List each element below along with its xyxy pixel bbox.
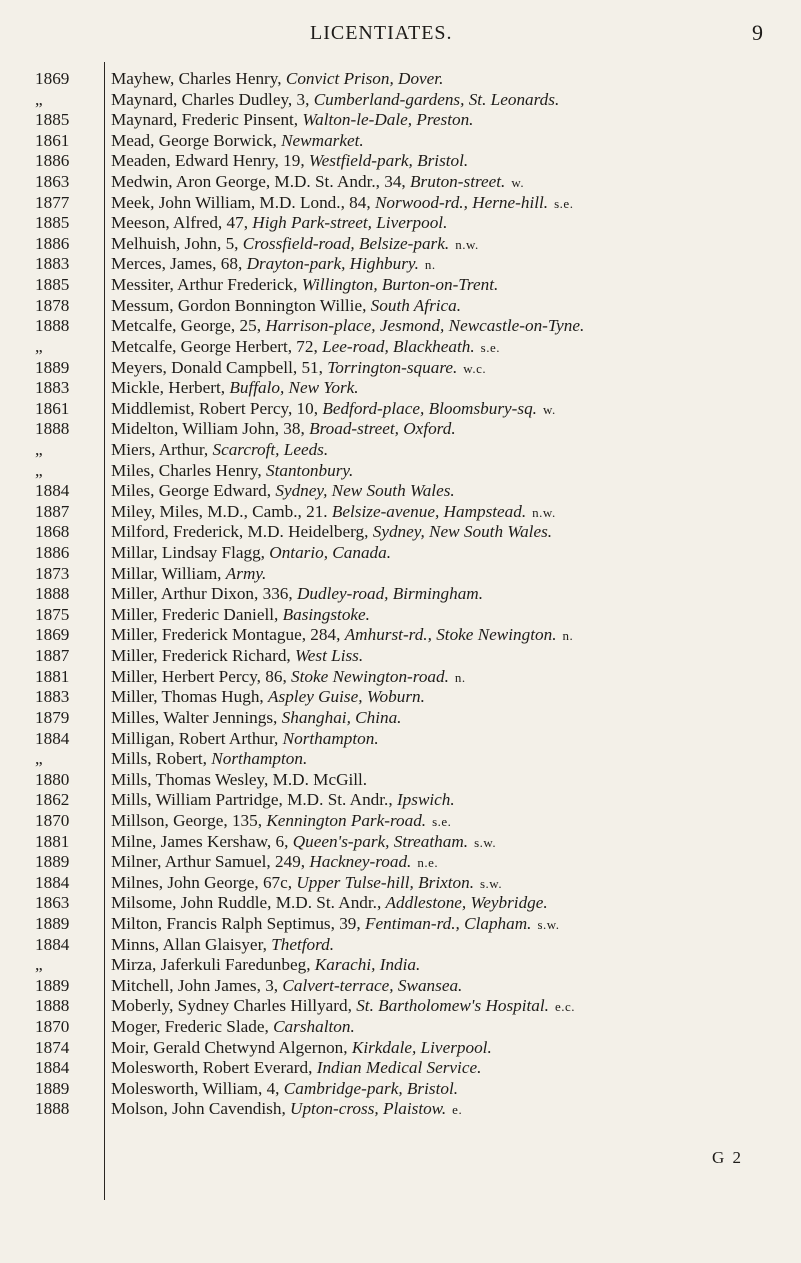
entry-year: 1880: [35, 769, 70, 789]
entry-text: [111, 296, 795, 318]
entry-district: s.e.: [554, 195, 574, 211]
entry-district: w.: [542, 401, 556, 417]
entry-name: Milton, Francis Ralph Septimus, 39,: [111, 913, 365, 933]
entry-text: [111, 254, 795, 276]
entry-year: „: [35, 89, 43, 109]
entry-year: 1886: [35, 233, 70, 253]
entry-name: Medwin, Aron George, M.D. St. Andr., 34,: [111, 172, 411, 192]
entry-year: 1861: [35, 398, 70, 418]
entry-address: Willington, Burton-on-Trent.: [301, 275, 499, 295]
entry-district: w.c.: [463, 360, 487, 376]
entry-list: [0, 69, 801, 1120]
entry-text: [111, 543, 795, 565]
entry-address: Addlestone, Weybridge.: [385, 893, 548, 913]
entry-district: s.w.: [480, 875, 503, 891]
entry-name: Miller, Thomas Hugh,: [111, 687, 269, 707]
entry-address: Sydney, New South Wales.: [372, 522, 553, 542]
entry-name: Miller, Herbert Percy, 86,: [111, 666, 292, 686]
entry-address: West Liss.: [295, 646, 364, 666]
list-item: [0, 687, 801, 708]
list-item: [0, 893, 801, 914]
entry-year: 1884: [35, 728, 70, 748]
entry-address: Northampton.: [282, 728, 379, 748]
entry-year: 1889: [35, 1078, 70, 1098]
entry-name: Moberly, Sydney Charles Hillyard,: [111, 996, 357, 1016]
entry-year: 1879: [35, 707, 70, 727]
entry-year: 1883: [35, 378, 70, 398]
entry-district: n.w.: [455, 236, 479, 252]
list-item: [0, 110, 801, 131]
entry-address: Cumberland-gardens, St. Leonards.: [313, 89, 560, 109]
entry-address: High Park-street, Liverpool.: [252, 213, 448, 233]
entry-year: 1887: [35, 501, 70, 521]
entry-year: „: [35, 460, 43, 480]
entry-address: Bruton-street.: [410, 172, 506, 192]
entry-text: [111, 172, 795, 194]
entry-text: [111, 564, 795, 586]
entry-year: „: [35, 749, 43, 769]
entry-address: Indian Medical Service.: [316, 1058, 482, 1078]
entry-year: 1886: [35, 151, 70, 171]
entry-name: Mirza, Jaferkuli Faredunbeg,: [111, 955, 315, 975]
entry-address: Shanghai, China.: [281, 707, 402, 727]
entry-year: 1885: [35, 275, 70, 295]
entry-text: [111, 419, 795, 441]
entry-name: Mills, William Partridge, M.D. St. Andr.,: [111, 790, 397, 810]
entry-address: St. Bartholomew's Hospital.: [356, 996, 549, 1016]
list-item: [0, 172, 801, 193]
entry-name: Mills, Robert,: [111, 749, 212, 769]
list-item: [0, 770, 801, 791]
entry-text: [111, 852, 795, 874]
entry-text: [111, 996, 795, 1018]
list-item: [0, 337, 801, 358]
entry-address: Karachi, India.: [314, 955, 421, 975]
entry-address: Carshalton.: [273, 1017, 355, 1037]
entry-year: 1884: [35, 934, 70, 954]
entry-text: [111, 378, 795, 400]
entry-year: 1863: [35, 172, 70, 192]
entry-name: Maynard, Charles Dudley, 3,: [111, 89, 314, 109]
entry-name: Miley, Miles, M.D., Camb., 21.: [111, 501, 332, 521]
entry-name: Milligan, Robert Arthur,: [111, 728, 283, 748]
entry-year: 1873: [35, 563, 70, 583]
entry-year: 1870: [35, 1017, 70, 1037]
entry-year: 1870: [35, 810, 70, 830]
list-item: [0, 399, 801, 420]
entry-text: [111, 399, 795, 421]
list-item: [0, 667, 801, 688]
entry-text: [111, 729, 795, 751]
entry-district: n.: [562, 628, 574, 644]
entry-text: [111, 213, 795, 235]
list-item: [0, 69, 801, 90]
entry-name: Messiter, Arthur Frederick,: [111, 275, 302, 295]
entry-name: Moger, Frederic Slade,: [111, 1017, 274, 1037]
entry-year: 1888: [35, 996, 70, 1016]
entry-year: 1881: [35, 831, 70, 851]
list-item: [0, 976, 801, 997]
entry-year: 1863: [35, 893, 70, 913]
entry-text: [111, 667, 795, 689]
entry-year: 1878: [35, 295, 70, 315]
entry-district: n.: [424, 257, 436, 273]
entry-address: Thetford.: [271, 934, 335, 954]
entry-year: 1888: [35, 316, 70, 336]
entry-name: Melhuish, John, 5,: [111, 233, 243, 253]
list-item: [0, 625, 801, 646]
list-item: [0, 584, 801, 605]
entry-district: w.: [511, 175, 525, 191]
entry-address: Northampton.: [211, 749, 308, 769]
entry-address: Kirkdale, Liverpool.: [351, 1037, 492, 1057]
entry-district: e.c.: [554, 999, 575, 1015]
list-item: [0, 790, 801, 811]
entry-name: Messum, Gordon Bonnington Willie,: [111, 295, 371, 315]
entry-text: [111, 770, 795, 792]
entry-address: Aspley Guise, Woburn.: [268, 687, 425, 707]
entry-year: 1862: [35, 790, 70, 810]
list-item: [0, 131, 801, 152]
entry-year: 1869: [35, 625, 70, 645]
entry-name: Meyers, Donald Campbell, 51,: [111, 357, 328, 377]
list-item: [0, 522, 801, 543]
list-item: [0, 358, 801, 379]
list-item: [0, 605, 801, 626]
list-item: [0, 729, 801, 750]
entry-year: 1868: [35, 522, 70, 542]
list-item: [0, 1079, 801, 1100]
entry-name: Meek, John William, M.D. Lond., 84,: [111, 192, 375, 212]
entry-text: [111, 1038, 795, 1060]
entry-text: [111, 584, 795, 606]
entry-name: Midelton, William John, 38,: [111, 419, 310, 439]
entry-year: 1889: [35, 913, 70, 933]
entry-address: Convict Prison, Dover.: [285, 69, 444, 88]
entry-text: [111, 1017, 795, 1039]
entry-name: Mills, Thomas Wesley, M.D. McGill.: [111, 769, 368, 789]
entry-year: 1885: [35, 213, 70, 233]
entry-text: [111, 337, 795, 359]
running-title: LICENTIATES.: [310, 22, 453, 44]
entry-address: Lee-road, Blackheath.: [322, 336, 475, 356]
entry-name: Mead, George Borwick,: [111, 130, 282, 150]
list-item: [0, 419, 801, 440]
list-item: [0, 1017, 801, 1038]
entry-address: Ipswich.: [396, 790, 455, 810]
entry-name: Millar, William,: [111, 563, 226, 583]
entry-address: Upton-cross, Plaistow.: [290, 1099, 447, 1119]
entry-address: Bedford-place, Bloomsbury-sq.: [322, 398, 537, 418]
entry-name: Meaden, Edward Henry, 19,: [111, 151, 309, 171]
entry-name: Miller, Frederick Montague, 284,: [111, 625, 345, 645]
entry-district: s.w.: [537, 916, 560, 932]
entry-address: Queen's-park, Streatham.: [292, 831, 469, 851]
entry-year: 1875: [35, 604, 70, 624]
list-item: [0, 543, 801, 564]
entry-address: South Africa.: [370, 295, 462, 315]
entry-address: Ontario, Canada.: [269, 543, 392, 563]
entry-year: 1885: [35, 110, 70, 130]
entry-name: Miles, George Edward,: [111, 481, 276, 501]
entry-address: Broad-street, Oxford.: [309, 419, 456, 439]
list-item: [0, 90, 801, 111]
entry-year: 1869: [35, 69, 70, 88]
entry-year: 1888: [35, 584, 70, 604]
entry-year: „: [35, 955, 43, 975]
entry-name: Minns, Allan Glaisyer,: [111, 934, 272, 954]
entry-address: Fentiman-rd., Clapham.: [365, 913, 532, 933]
entry-address: Crossfield-road, Belsize-park.: [242, 233, 450, 253]
entry-name: Millar, Lindsay Flagg,: [111, 543, 270, 563]
entry-address: Sydney, New South Wales.: [275, 481, 455, 501]
list-item: [0, 481, 801, 502]
entry-address: Amhurst-rd., Stoke Newington.: [344, 625, 557, 645]
list-item: [0, 749, 801, 770]
list-item: [0, 296, 801, 317]
entry-address: Calvert-terrace, Swansea.: [282, 975, 463, 995]
entry-address: Walton-le-Dale, Preston.: [302, 110, 474, 130]
entry-text: [111, 193, 795, 215]
entry-text: [111, 522, 795, 544]
entry-district: s.w.: [474, 834, 497, 850]
entry-name: Mayhew, Charles Henry,: [111, 69, 286, 88]
entry-year: 1884: [35, 1058, 70, 1078]
entry-text: [111, 873, 795, 895]
entry-address: Norwood-rd., Herne-hill.: [374, 192, 549, 212]
entry-year: 1884: [35, 872, 70, 892]
signature-mark: G 2: [712, 1148, 744, 1167]
entry-district: n.w.: [532, 504, 556, 520]
list-item: [0, 275, 801, 296]
entry-text: [111, 131, 795, 153]
entry-name: Metcalfe, George, 25,: [111, 316, 266, 336]
entry-address: Torrington-square.: [327, 357, 458, 377]
list-item: [0, 234, 801, 255]
entry-name: Miles, Charles Henry,: [111, 460, 266, 480]
entry-text: [111, 358, 795, 380]
entry-text: [111, 1058, 795, 1080]
entry-name: Maynard, Frederic Pinsent,: [111, 110, 303, 130]
list-item: [0, 832, 801, 853]
list-item: [0, 564, 801, 585]
entry-address: Westfield-park, Bristol.: [308, 151, 469, 171]
entry-name: Miller, Frederic Daniell,: [111, 604, 283, 624]
entry-address: Scarcroft, Leeds.: [212, 439, 329, 459]
entry-name: Molson, John Cavendish,: [111, 1099, 291, 1119]
page-header: [0, 20, 801, 50]
entry-text: [111, 151, 795, 173]
entry-name: Mickle, Herbert,: [111, 378, 230, 398]
entry-district: s.e.: [480, 339, 501, 355]
entry-name: Milsome, John Ruddle, M.D. St. Andr.,: [111, 893, 386, 913]
entry-address: Stoke Newington-road.: [291, 666, 449, 686]
entry-name: Molesworth, William, 4,: [111, 1078, 284, 1098]
entry-year: 1877: [35, 192, 70, 212]
list-item: [0, 914, 801, 935]
entry-name: Merces, James, 68,: [111, 254, 247, 274]
entry-name: Milner, Arthur Samuel, 249,: [111, 852, 310, 872]
entry-name: Metcalfe, George Herbert, 72,: [111, 336, 323, 356]
entry-year: 1887: [35, 646, 70, 666]
list-item: [0, 708, 801, 729]
entry-district: s.e.: [432, 813, 452, 829]
list-item: [0, 873, 801, 894]
entry-district: e.: [452, 1102, 463, 1118]
entry-address: Newmarket.: [281, 130, 364, 150]
page-number: 9: [752, 20, 763, 45]
entry-text: [111, 90, 795, 112]
entry-address: Cambridge-park, Bristol.: [283, 1078, 459, 1098]
entry-text: [111, 275, 795, 297]
entry-text: [111, 832, 795, 854]
entry-text: [111, 935, 795, 957]
entry-address: Buffalo, New York.: [229, 378, 359, 398]
entry-year: „: [35, 439, 43, 459]
list-item: [0, 1058, 801, 1079]
entry-year: 1889: [35, 975, 70, 995]
list-item: [0, 193, 801, 214]
entry-district: n.: [454, 669, 466, 685]
entry-name: Milles, Walter Jennings,: [111, 707, 282, 727]
entry-name: Miller, Frederick Richard,: [111, 646, 296, 666]
entry-name: Milnes, John George, 67c,: [111, 872, 297, 892]
entry-address: Belsize-avenue, Hampstead.: [331, 501, 527, 521]
entry-text: [111, 687, 795, 709]
list-item: [0, 502, 801, 523]
list-item: [0, 440, 801, 461]
entry-text: [111, 625, 795, 647]
entry-name: Miers, Arthur,: [111, 439, 213, 459]
list-item: [0, 316, 801, 337]
entry-text: [111, 440, 795, 462]
entry-address: Kennington Park-road.: [266, 810, 427, 830]
list-item: [0, 1038, 801, 1059]
entry-address: Harrison-place, Jesmond, Newcastle-on-Tyne.: [265, 316, 585, 336]
entry-year: 1874: [35, 1037, 70, 1057]
list-item: [0, 646, 801, 667]
entry-text: [111, 1079, 795, 1101]
entry-text: [111, 605, 795, 627]
entry-address: Drayton-park, Highbury.: [246, 254, 419, 274]
entry-year: 1883: [35, 254, 70, 274]
entry-district: n.e.: [417, 855, 439, 871]
entry-year: 1889: [35, 357, 70, 377]
entry-name: Milne, James Kershaw, 6,: [111, 831, 293, 851]
entry-year: 1888: [35, 1099, 70, 1119]
list-item: [0, 935, 801, 956]
entry-text: [111, 69, 795, 91]
list-item: [0, 852, 801, 873]
entry-text: [111, 914, 795, 936]
entry-address: Hackney-road.: [309, 852, 412, 872]
entry-year: 1883: [35, 687, 70, 707]
list-item: [0, 1099, 801, 1120]
list-item: [0, 955, 801, 976]
entry-year: „: [35, 336, 43, 356]
entry-address: Dudley-road, Birmingham.: [296, 584, 483, 604]
entry-text: [111, 461, 795, 483]
entry-name: Moir, Gerald Chetwynd Algernon,: [111, 1037, 352, 1057]
entry-address: Upper Tulse-hill, Brixton.: [296, 872, 474, 892]
entry-text: [111, 811, 795, 833]
entry-year: 1861: [35, 130, 70, 150]
entry-name: Milford, Frederick, M.D. Heidelberg,: [111, 522, 373, 542]
entry-text: [111, 234, 795, 256]
list-item: [0, 996, 801, 1017]
entry-year: 1888: [35, 419, 70, 439]
entry-text: [111, 316, 795, 338]
list-item: [0, 254, 801, 275]
list-item: [0, 378, 801, 399]
entry-text: [111, 893, 795, 915]
list-item: [0, 151, 801, 172]
entry-text: [111, 708, 795, 730]
entry-name: Middlemist, Robert Percy, 10,: [111, 398, 323, 418]
entry-text: [111, 502, 795, 524]
entry-text: [111, 955, 795, 977]
list-item: [0, 811, 801, 832]
entry-year: 1881: [35, 666, 70, 686]
entry-name: Millson, George, 135,: [111, 810, 267, 830]
entry-name: Miller, Arthur Dixon, 336,: [111, 584, 297, 604]
entry-year: 1884: [35, 481, 70, 501]
entry-address: Basingstoke.: [282, 604, 370, 624]
entry-text: [111, 976, 795, 998]
list-item: [0, 213, 801, 234]
entry-year: 1889: [35, 852, 70, 872]
list-item: [0, 461, 801, 482]
entry-address: Army.: [225, 563, 267, 583]
entry-text: [111, 481, 795, 503]
entry-text: [111, 749, 795, 771]
entry-name: Meeson, Alfred, 47,: [111, 213, 253, 233]
entry-text: [111, 110, 795, 132]
entry-name: Molesworth, Robert Everard,: [111, 1058, 317, 1078]
entry-text: [111, 1099, 795, 1121]
entry-address: Stantonbury.: [265, 460, 354, 480]
entry-text: [111, 646, 795, 668]
entry-name: Mitchell, John James, 3,: [111, 975, 283, 995]
entry-text: [111, 790, 795, 812]
entry-year: 1886: [35, 543, 70, 563]
